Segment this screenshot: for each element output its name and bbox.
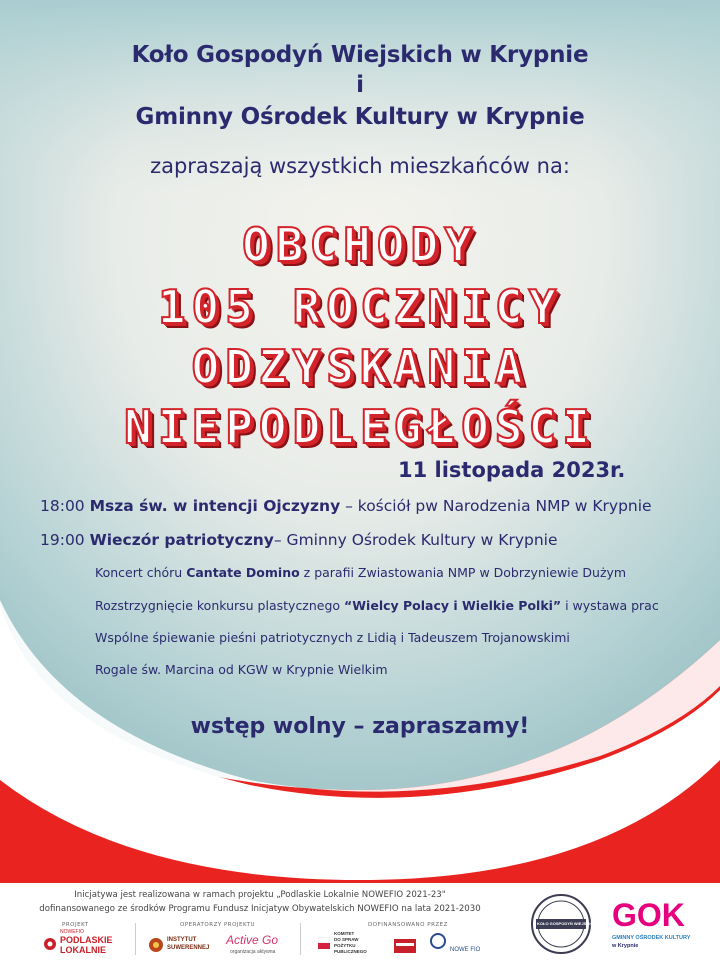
detail-text: z parafii Zwiastowania NMP w Dobrzyniewie Dużym	[299, 565, 627, 580]
detail-singing	[95, 630, 570, 645]
emblem-icon	[148, 937, 164, 953]
map-pin-icon	[42, 937, 58, 953]
logo-text: SUWERENNEJ	[167, 945, 210, 951]
flag-icon	[318, 937, 330, 949]
logo-text: GOK	[612, 897, 685, 933]
logo-text: NOWEFIO	[60, 929, 84, 935]
program-time: 18:00	[40, 497, 85, 515]
footer	[0, 883, 720, 960]
detail-text: Rogale św. Marcina od KGW w Krypnie Wielkim	[95, 662, 388, 677]
program-location: – kościół pw Narodzenia NMP w Krypnie	[340, 497, 652, 515]
logo-text: organizacja aktywna	[230, 949, 276, 955]
organizer-conjunction: i	[356, 72, 364, 98]
detail-bold: Cantate Domino	[186, 565, 300, 580]
logo-text: DO SPRAW	[334, 937, 359, 942]
podlaskie-lokalnie-logo	[42, 929, 122, 957]
logo-text: LOKALNIE	[60, 945, 106, 955]
logo-text: NOWE FIO	[450, 947, 481, 953]
detail-text: i wystawa prac	[561, 598, 659, 613]
logo-text: KOMITET	[334, 931, 355, 936]
caption-project: PROJEKT	[62, 922, 89, 928]
program-name: Wieczór patriotyczny	[89, 531, 274, 549]
footer-line-1: Inicjatywa jest realizowana w ramach projektu „Podlaskie Lokalnie NOWEFIO 2021-23"	[74, 890, 446, 900]
nowe-fio-logo	[430, 931, 490, 959]
organizer-line-1: Koło Gospodyń Wiejskich w Krypnie	[131, 42, 589, 68]
organizer-line-2: Gminny Ośrodek Kultury w Krypnie	[135, 104, 585, 130]
fio-icon	[430, 933, 446, 949]
niw-logo	[392, 935, 418, 957]
kgw-seal-logo	[530, 893, 597, 955]
detail-text: Koncert chóru	[95, 565, 187, 580]
title-line-1: OBCHODY	[242, 218, 478, 272]
caption-operators: OPERATORZY PROJEKTU	[180, 922, 256, 928]
program-item-mass	[40, 497, 652, 515]
caption-funded: DOFINANSOWANO PRZEZ	[368, 922, 448, 928]
logo-text: Active Go	[226, 933, 279, 947]
title-line-3: ODZYSKANIA	[191, 340, 529, 394]
logo-text: INSTYTUT	[167, 937, 197, 943]
program-item-evening	[40, 531, 558, 549]
invitation-text: zapraszają wszystkich mieszkańców na:	[150, 154, 570, 178]
title-line-4: NIEPODLEGŁOŚCI	[124, 400, 596, 454]
instytut-logo	[148, 935, 208, 957]
detail-croissants	[95, 662, 388, 677]
logo-text: w Krypnie	[612, 943, 639, 949]
detail-bold: “Wielcy Polacy i Wielkie Polki”	[344, 598, 562, 613]
gok-logo	[612, 897, 712, 957]
detail-text: Wspólne śpiewanie pieśni patriotycznych z Lidią i Tadeuszem Trojanowskimi	[95, 630, 570, 645]
event-date: 11 listopada 2023r.	[398, 458, 626, 482]
logo-text: GMINNY OŚRODEK KULTURY	[612, 935, 691, 941]
komitet-logo	[318, 931, 374, 959]
logo-text: PODLASKIE	[60, 935, 113, 945]
detail-concert	[95, 565, 626, 580]
logo-text: PUBLICZNEGO	[334, 949, 367, 954]
active-go-logo	[226, 933, 296, 957]
detail-text: Rozstrzygnięcie konkursu plastycznego	[95, 598, 345, 613]
detail-contest	[95, 598, 659, 613]
program-location: – Gminny Ośrodek Kultury w Krypnie	[273, 531, 558, 549]
footer-line-2: dofinansowanego ze środków Programu Fundusz Inicjatyw Obywatelskich NOWEFIO na lata 2021-2030	[39, 904, 481, 914]
program-time: 19:00	[40, 531, 85, 549]
logo-text: KOŁO GOSPODYŃ WIEJSKICH	[537, 921, 597, 926]
program-name: Msza św. w intencji Ojczyzny	[89, 497, 341, 515]
logo-text: POŻYTKU	[334, 943, 356, 948]
title-line-2: 105 ROCZNICY	[157, 280, 563, 334]
free-entry-text: wstęp wolny – zapraszamy!	[190, 714, 530, 739]
